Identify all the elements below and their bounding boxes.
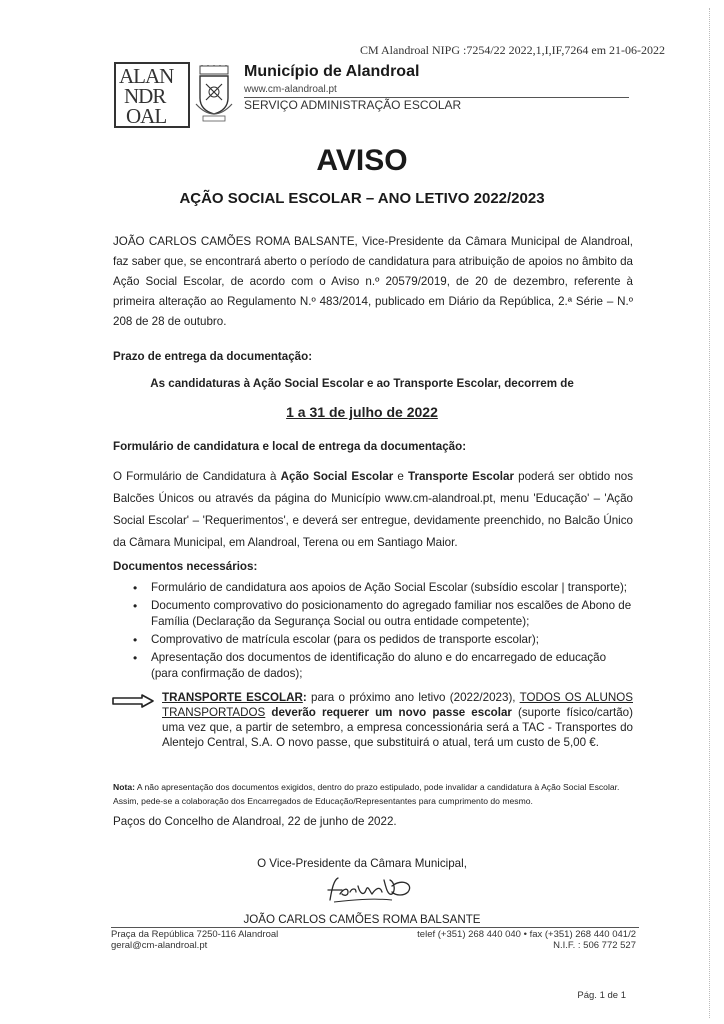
footer-address-block <box>111 929 278 951</box>
arrow-right-icon <box>112 694 154 708</box>
alandroal-logo <box>114 62 190 128</box>
list-item: • Formulário de candidatura aos apoios de Ação Social Escolar (subsídio escolar | transporte); <box>133 580 633 596</box>
coat-of-arms-icon <box>194 64 234 126</box>
form-text-1: O Formulário de Candidatura à <box>113 470 281 483</box>
documents-list <box>133 580 633 684</box>
place-date: Paços do Concelho de Alandroal, 22 de junho de 2022. <box>113 815 397 828</box>
footer-contact-block <box>417 929 636 951</box>
deadline-heading: Prazo de entrega da documentação: <box>113 350 313 363</box>
logo-line-2: NDR <box>124 84 166 108</box>
transport-new-pass: deverão requerer um novo passe escolar <box>271 706 512 719</box>
logo-line-1: ALAN <box>119 64 174 88</box>
list-item: • Documento comprovativo do posicionamento do agregado familiar nos escalões de Abono de Família (Declaração da Segurança Social ou outra entidade competente); <box>133 598 633 630</box>
transport-text-3: (suporte físico/cartão) uma vez que, a partir de setembro, a empresa concessionária será a TAC - Transportes do Alentejo Central, S.A. O novo passe, que substituirá o atual, terá um custo de 5,00 €. <box>162 706 633 749</box>
footer-address: Praça da República 7250-116 Alandroal <box>111 929 279 940</box>
list-item: • Comprovativo de matrícula escolar (para os pedidos de transporte escolar); <box>133 632 633 648</box>
page-number: Pág. 1 de 1 <box>577 990 626 1001</box>
form-heading: Formulário de candidatura e local de entrega da documentação: <box>113 440 467 453</box>
municipality-name: Município de Alandroal <box>244 63 420 80</box>
form-text-2: e <box>393 470 409 483</box>
service-name: SERVIÇO ADMINISTRAÇÃO ESCOLAR <box>244 98 462 112</box>
footer-rule <box>111 927 639 928</box>
municipality-website: www.cm-alandroal.pt <box>244 84 337 95</box>
footer-email: geral@cm-alandroal.pt <box>111 940 208 951</box>
deadline-line: As candidaturas à Ação Social Escolar e ao Transporte Escolar, decorrem de <box>150 377 574 390</box>
transport-colon: : <box>302 691 307 704</box>
documents-heading: Documentos necessários: <box>113 560 258 573</box>
form-bold-ase: Ação Social Escolar <box>280 470 394 483</box>
footer-phone: telef (+351) 268 440 040 • fax (+351) 268 440 041/2 <box>417 929 636 940</box>
registry-stamp: CM Alandroal NIPG :7254/22 2022,1,I,IF,7264 em 21-06-2022 <box>360 43 666 57</box>
document-subtitle: AÇÃO SOCIAL ESCOLAR – ANO LETIVO 2022/2023 <box>179 190 545 207</box>
footer-nif: N.I.F. : 506 772 527 <box>553 940 636 951</box>
handwritten-signature <box>322 870 418 910</box>
logo-line-3: OAL <box>126 104 167 128</box>
document-title: AVISO <box>316 144 408 177</box>
signer-name: JOÃO CARLOS CAMÕES ROMA BALSANTE <box>243 913 481 926</box>
list-item: • Apresentação dos documentos de identificação do aluno e do encarregado de educação (para confirmação de dados); <box>133 650 633 682</box>
intro-paragraph: JOÃO CARLOS CAMÕES ROMA BALSANTE, Vice-Presidente da Câmara Municipal de Alandroal, faz saber que, se encontrará aberto o período de candidatura para atribuição de apoios no âmbito da Ação Social Escolar, de acordo com o Aviso n.º 20579/2019, de 20 de dezembro, referente à primeira alteração ao Regulamento N.º 483/2014, publicado em Diário da República, 2.ª Série – N.º 208 de 28 de outubro. <box>113 235 633 328</box>
deadline-dates: 1 a 31 de julho de 2022 <box>286 404 438 420</box>
note-text: A não apresentação dos documentos exigidos, dentro do prazo estipulado, pode invalidar a candidatura à Ação Social Escolar. Assim, pede-se a colaboração dos Encarregados de Educação/Representantes para cumprimento do mesmo. <box>113 782 620 806</box>
note <box>113 780 633 808</box>
transport-all-students: TODOS OS ALUNOS TRANSPORTADOS <box>162 691 633 719</box>
transport-label: TRANSPORTE ESCOLAR <box>162 691 303 704</box>
closing-title: O Vice-Presidente da Câmara Municipal, <box>257 857 467 870</box>
transport-text-1: para o próximo ano letivo (2022/2023), <box>306 691 520 704</box>
note-label: Nota: <box>113 782 135 792</box>
form-paragraph <box>113 466 633 554</box>
form-text-3: poderá ser obtido nos Balcões Únicos ou através da página do Município www.cm-alandroal.pt, menu 'Educação' – 'Ação Social Escolar' – 'Requerimentos', e deverá ser entregue, devidamente preenchido, no Balcão Único da Câmara Municipal, em Alandroal, Terena ou em Santiago Maior. <box>113 470 634 549</box>
form-bold-te: Transporte Escolar <box>408 470 514 483</box>
transport-notice <box>162 690 633 750</box>
